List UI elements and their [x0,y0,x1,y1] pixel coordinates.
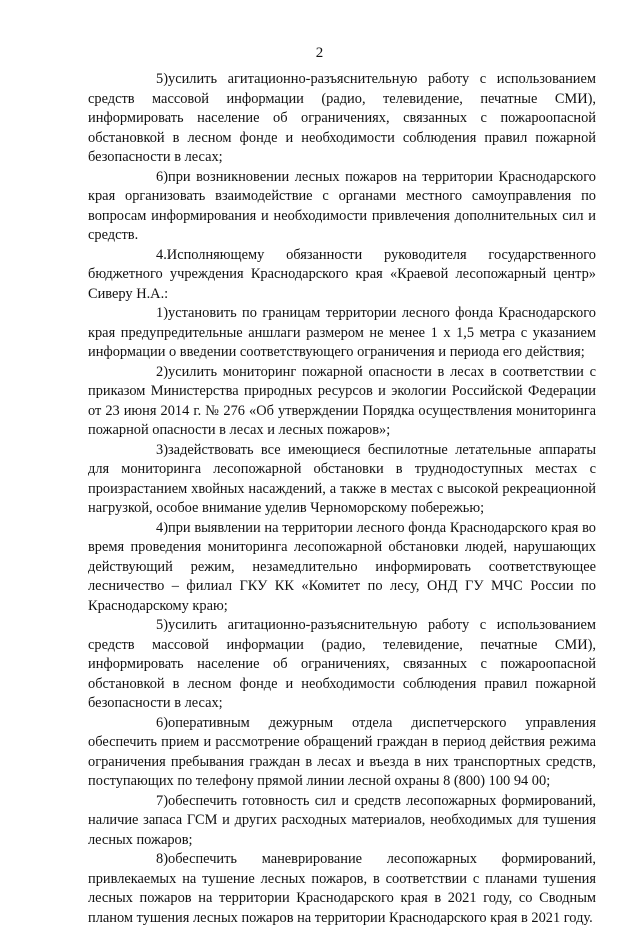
paragraph-number: 5) [156,71,168,87]
paragraph-item-4 [88,519,596,617]
paragraph-number: 5) [156,617,168,633]
paragraph-text: оперативным дежурным отдела диспетчерского управления обеспечить прием и рассмотрение обращений граждан в период действия режима ограничения пребывания граждан в лесах и въезда в них транспортных средств, поступающих по телефону прямой линии лесной охраны 8 (800) 100 94 00; [88,714,596,789]
paragraph-text: задействовать все имеющиеся беспилотные летательные аппараты для мониторинга лесопожарной обстановки в труднодоступных местах с произрастанием хвойных насаждений, а также в местах с высокой рекреационной нагрузкой, особое внимание уделив Черноморскому побережью; [88,441,596,516]
paragraph-text: при выявлении на территории лесного фонда Краснодарского края во время проведения мониторинга лесопожарной обстановки людей, нарушающих действующий режим, незамедлительно информировать соответствующее лесничество – филиал ГКУ КК «Комитет по лесу, ОНД ГУ МЧС России по Краснодарскому краю; [88,519,596,614]
paragraph-number: 4) [156,519,168,536]
paragraph-text: усилить агитационно-разъяснительную работу с использованием средств массовой информации (радио, телевидение, печатные СМИ), информировать население об ограничениях, связанных с пожароопасной обстановкой в лесном фонде и необходимости соблюдения правил пожарной безопасности в лесах; [88,71,596,165]
paragraph-text: обеспечить готовность сил и средств лесопожарных формирований, наличие запаса ГСМ и других расходных материалов, необходимых для тушения лесных пожаров; [88,792,596,848]
paragraph-item-5a [88,70,596,168]
paragraph-number: 6) [156,714,168,731]
paragraph-text: усилить мониторинг пожарной опасности в лесах в соответствии с приказом Министерства природных ресурсов и экологии Российской Федерации от 23 июня 2014 г. № 276 «Об утверждении Порядка осуществления мониторинга пожарной опасности в лесах и лесных пожаров»; [88,363,596,438]
paragraph-number: 2) [156,363,168,380]
paragraph-item-8 [88,850,596,928]
paragraph-text: Исполняющему обязанности руководителя государственного бюджетного учреждения Краснодарского края «Краевой лесопожарный центр» Сиверу Н.А.: [88,246,596,302]
paragraph-section-4 [88,246,596,305]
paragraph-item-6a [88,168,596,246]
document-body [88,70,596,928]
paragraph-item-7 [88,792,596,851]
paragraph-number: 7) [156,792,168,809]
paragraph-text: усилить агитационно-разъяснительную работу с использованием средств массовой информации (радио, телевидение, печатные СМИ), информировать население об ограничениях, связанных с пожароопасной обстановкой в лесном фонде и необходимости соблюдения правил пожарной безопасности в лесах; [88,617,596,711]
paragraph-item-6b [88,714,596,792]
paragraph-number: 1) [156,305,168,321]
paragraph-item-2 [88,363,596,441]
paragraph-number: 3) [156,441,168,458]
paragraph-number: 4. [156,246,167,263]
paragraph-text: обеспечить маневрирование лесопожарных формирований, привлекаемых на тушение лесных пожаров, в соответствии с планами тушения лесных пожаров на территории Краснодарского края в 2021 году, со Сводным планом тушения лесных пожаров на территории Краснодарского края в 2021 году. [88,851,596,926]
paragraph-number: 6) [156,168,168,185]
paragraph-text: установить по границам территории лесного фонда Краснодарского края предупредительные аншлаги размером не менее 1 x 1,5 метра с указанием информации о введении соответствующего ограничения и периода его действия; [88,305,596,360]
paragraph-text: при возникновении лесных пожаров на территории Краснодарского края организовать взаимодействие с органами местного самоуправления по вопросам информирования и необходимости привлечения дополнительных сил и средств. [88,168,596,243]
paragraph-item-1 [88,304,596,363]
page-number: 2 [315,45,324,61]
paragraph-number: 8) [156,851,168,867]
paragraph-item-3 [88,441,596,519]
paragraph-item-5b [88,616,596,714]
